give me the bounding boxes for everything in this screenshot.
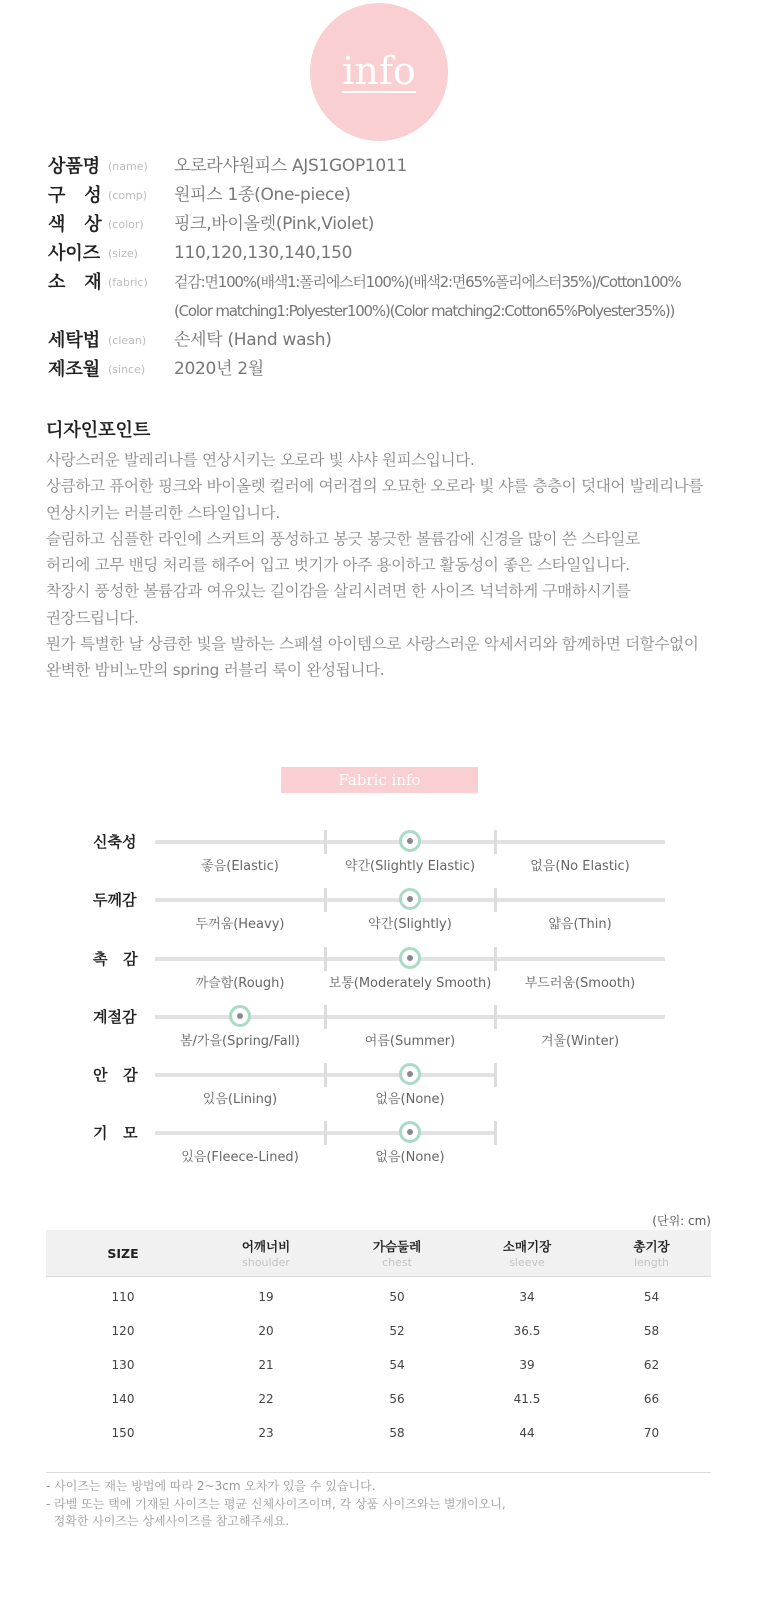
table-cell: 120 <box>111 1324 135 1338</box>
size-notes <box>46 1478 506 1531</box>
table-cell: 66 <box>643 1392 660 1406</box>
fabric-scale-option: 보통(Moderately Smooth) <box>328 976 492 991</box>
design-line: 권장드립니다. <box>46 608 139 627</box>
fabric-scale-row <box>0 1066 780 1123</box>
header-sublabel: shoulder <box>242 1256 290 1269</box>
table-cell: 56 <box>389 1392 405 1406</box>
design-line: 연상시키는 러블리한 스타일입니다. <box>46 503 280 522</box>
spec-row-comp <box>48 181 748 210</box>
table-cell: 54 <box>643 1290 660 1304</box>
fabric-scale-option: 까슬함(Rough) <box>195 976 285 991</box>
fabric-scale-divider <box>494 947 497 971</box>
fabric-scale-label: 촉 감 <box>93 950 138 968</box>
table-cell: 20 <box>258 1324 274 1338</box>
spec-value: 원피스 1종(One-piece) <box>174 185 351 205</box>
table-cell: 110 <box>111 1290 135 1304</box>
design-line: 상큼하고 퓨어한 핑크와 바이올렛 컬러에 여러겹의 오묘한 오로라 빛 샤를 층층이 덧대어 발레리나를 <box>46 477 704 496</box>
spec-sublabel: (comp) <box>108 189 148 202</box>
header-sublabel: chest <box>382 1256 412 1269</box>
table-row <box>46 1348 711 1382</box>
fabric-scale-divider <box>324 1005 327 1029</box>
size-table-header <box>46 1230 711 1277</box>
info-badge <box>310 3 448 141</box>
table-cell: 22 <box>258 1392 274 1406</box>
fabric-scale-marker <box>229 1005 251 1027</box>
header-chest <box>332 1230 462 1276</box>
spec-value: 핑크,바이올렛(Pink,Violet) <box>174 214 375 234</box>
spec-value: 오로라샤원피스 AJS1GOP1011 <box>174 156 407 176</box>
spec-sublabel: (since) <box>108 363 146 376</box>
fabric-scale-divider <box>324 1121 327 1145</box>
spec-label: 소 재 <box>48 272 102 293</box>
fabric-info-title: Fabric info <box>338 771 421 789</box>
table-row <box>46 1382 711 1416</box>
fabric-scale-option: 있음(Fleece-Lined) <box>181 1150 299 1165</box>
table-cell: 130 <box>111 1358 135 1372</box>
fabric-scale-option: 봄/가을(Spring/Fall) <box>179 1034 300 1049</box>
fabric-scale-divider <box>494 1063 497 1087</box>
fabric-scale-divider <box>324 888 327 912</box>
table-cell: 41.5 <box>513 1392 541 1406</box>
table-cell: 21 <box>258 1358 274 1372</box>
spec-value: 110,120,130,140,150 <box>174 243 353 263</box>
fabric-scale-option: 약간(Slightly) <box>368 917 452 932</box>
spec-row-fabric <box>48 268 748 326</box>
fabric-scale-label: 기 모 <box>93 1124 138 1142</box>
fabric-scale-divider <box>494 888 497 912</box>
spec-value-continued: (Color matching1:Polyester100%)(Color matching2:Cotton65%Polyester35%)) <box>174 302 675 320</box>
spec-label: 사이즈 <box>48 243 101 264</box>
design-line: 착장시 풍성한 볼륨감과 여유있는 길이감을 살리시려면 한 사이즈 넉넉하게 구매하시기를 <box>46 582 631 601</box>
design-point-title: 디자인포인트 <box>46 420 151 441</box>
header-label: SIZE <box>107 1245 139 1261</box>
table-cell: 52 <box>389 1324 405 1338</box>
fabric-scale-label: 안 감 <box>93 1066 138 1084</box>
fabric-scale-option: 없음(No Elastic) <box>530 859 630 874</box>
table-cell: 23 <box>258 1426 274 1440</box>
fabric-scale-label: 두께감 <box>93 891 137 909</box>
fabric-scale-marker <box>399 830 421 852</box>
fabric-scale-option: 좋음(Elastic) <box>201 859 279 874</box>
fabric-scale-marker <box>399 1121 421 1143</box>
spec-row-color <box>48 210 748 239</box>
header-length <box>592 1230 711 1276</box>
table-cell: 34 <box>519 1290 535 1304</box>
header-size <box>46 1230 200 1276</box>
spec-row-size <box>48 239 748 268</box>
spec-row-clean <box>48 326 748 355</box>
table-cell: 44 <box>519 1426 535 1440</box>
fabric-scale-row <box>0 1124 780 1181</box>
header-label: 총기장 <box>633 1239 670 1254</box>
design-line: 허리에 고무 밴딩 처리를 해주어 입고 벗기가 아주 용이하고 활동성이 좋은 스타일입니다. <box>46 556 630 575</box>
design-point-text <box>46 447 746 684</box>
header-sublabel: sleeve <box>509 1256 545 1269</box>
fabric-scale-row <box>0 891 780 948</box>
table-row <box>46 1416 711 1450</box>
fabric-scale-option: 약간(Slightly Elastic) <box>344 859 476 874</box>
fabric-scale-row <box>0 833 780 890</box>
fabric-scale-option: 부드러움(Smooth) <box>524 976 636 991</box>
design-line: 슬림하고 심플한 라인에 스커트의 풍성하고 봉긋 봉긋한 볼륨감에 신경을 많이 쓴 스타일로 <box>46 529 640 548</box>
fabric-scale-marker <box>399 888 421 910</box>
fabric-scale-row <box>0 1008 780 1065</box>
table-cell: 58 <box>389 1426 405 1440</box>
fabric-scale-option: 얇음(Thin) <box>548 917 612 932</box>
info-title: info <box>342 49 416 93</box>
fabric-scale-divider <box>494 1005 497 1029</box>
header-label: 소매기장 <box>502 1239 552 1254</box>
fabric-scale-option: 여름(Summer) <box>364 1034 456 1049</box>
spec-row-since <box>48 355 748 384</box>
table-cell: 70 <box>643 1426 660 1440</box>
header-label: 어깨너비 <box>241 1239 291 1254</box>
design-line: 뭔가 특별한 날 상큼한 빛을 발하는 스페셜 아이템으로 사랑스러운 악세서리와 함께하면 더할수없이 <box>46 635 699 654</box>
fabric-scale-option: 두꺼움(Heavy) <box>195 917 285 932</box>
size-table <box>46 1230 711 1450</box>
table-row <box>46 1314 711 1348</box>
fabric-scale-divider <box>324 830 327 854</box>
spec-sublabel: (fabric) <box>108 276 148 289</box>
fabric-scale-option: 없음(None) <box>375 1092 445 1107</box>
size-table-body <box>46 1280 711 1450</box>
fabric-scale-divider <box>324 1063 327 1087</box>
spec-value: 2020년 2월 <box>174 359 264 379</box>
spec-label: 세탁법 <box>48 330 101 351</box>
header-label: 가슴둘레 <box>372 1239 422 1254</box>
spec-sublabel: (size) <box>108 247 138 260</box>
table-row <box>46 1280 711 1314</box>
spec-label: 색 상 <box>48 214 102 235</box>
design-line: 완벽한 밤비노만의 spring 러블리 룩이 완성됩니다. <box>46 661 385 680</box>
fabric-scale-marker <box>399 1063 421 1085</box>
header-sleeve <box>462 1230 592 1276</box>
spec-sublabel: (color) <box>108 218 144 231</box>
note-line: - 라벨 또는 택에 기재된 사이즈는 평균 신체사이즈이며, 각 상품 사이즈와는 별개이오니, <box>46 1496 506 1511</box>
header-sublabel: length <box>633 1256 670 1269</box>
design-line: 사랑스러운 발레리나를 연상시키는 오로라 빛 샤샤 원피스입니다. <box>46 451 475 469</box>
fabric-scale-label: 신축성 <box>93 833 137 851</box>
spec-value: 겉감:면100%(배색1:폴리에스터100%)(배색2:면65%폴리에스터35%)/Cotton100% <box>174 273 681 291</box>
fabric-scale-option: 없음(None) <box>375 1150 445 1165</box>
size-unit: (단위: cm) <box>652 1214 711 1228</box>
spec-sublabel: (name) <box>108 160 148 173</box>
table-cell: 62 <box>643 1358 660 1372</box>
fabric-scale-row <box>0 950 780 1007</box>
table-cell: 50 <box>389 1290 405 1304</box>
spec-label: 제조월 <box>48 359 101 380</box>
fabric-scale-divider <box>494 1121 497 1145</box>
table-cell: 19 <box>258 1290 274 1304</box>
fabric-scale-divider <box>324 947 327 971</box>
spec-row-name <box>48 152 748 181</box>
table-cell: 58 <box>643 1324 660 1338</box>
fabric-scale-option: 있음(Lining) <box>202 1092 278 1107</box>
spec-value: 손세탁 (Hand wash) <box>174 330 332 350</box>
fabric-scale-label: 계절감 <box>93 1008 137 1026</box>
spec-label: 상품명 <box>48 156 101 177</box>
table-cell: 54 <box>389 1358 405 1372</box>
header-shoulder <box>200 1230 332 1276</box>
product-spec <box>48 152 748 384</box>
divider <box>46 1472 711 1473</box>
fabric-scale-option: 겨울(Winter) <box>540 1034 620 1049</box>
spec-sublabel: (clean) <box>108 334 147 347</box>
note-line: 정확한 사이즈는 상세사이즈를 참고해주세요. <box>46 1514 290 1528</box>
table-cell: 150 <box>111 1426 135 1440</box>
table-cell: 140 <box>111 1392 135 1406</box>
table-cell: 39 <box>519 1358 535 1372</box>
fabric-scale-divider <box>494 830 497 854</box>
table-cell: 36.5 <box>513 1324 541 1338</box>
fabric-scale-marker <box>399 947 421 969</box>
note-line: - 사이즈는 재는 방법에 따라 2~3cm 오차가 있을 수 있습니다. <box>46 1479 376 1493</box>
fabric-info-banner <box>281 767 478 793</box>
spec-label: 구 성 <box>48 185 102 206</box>
